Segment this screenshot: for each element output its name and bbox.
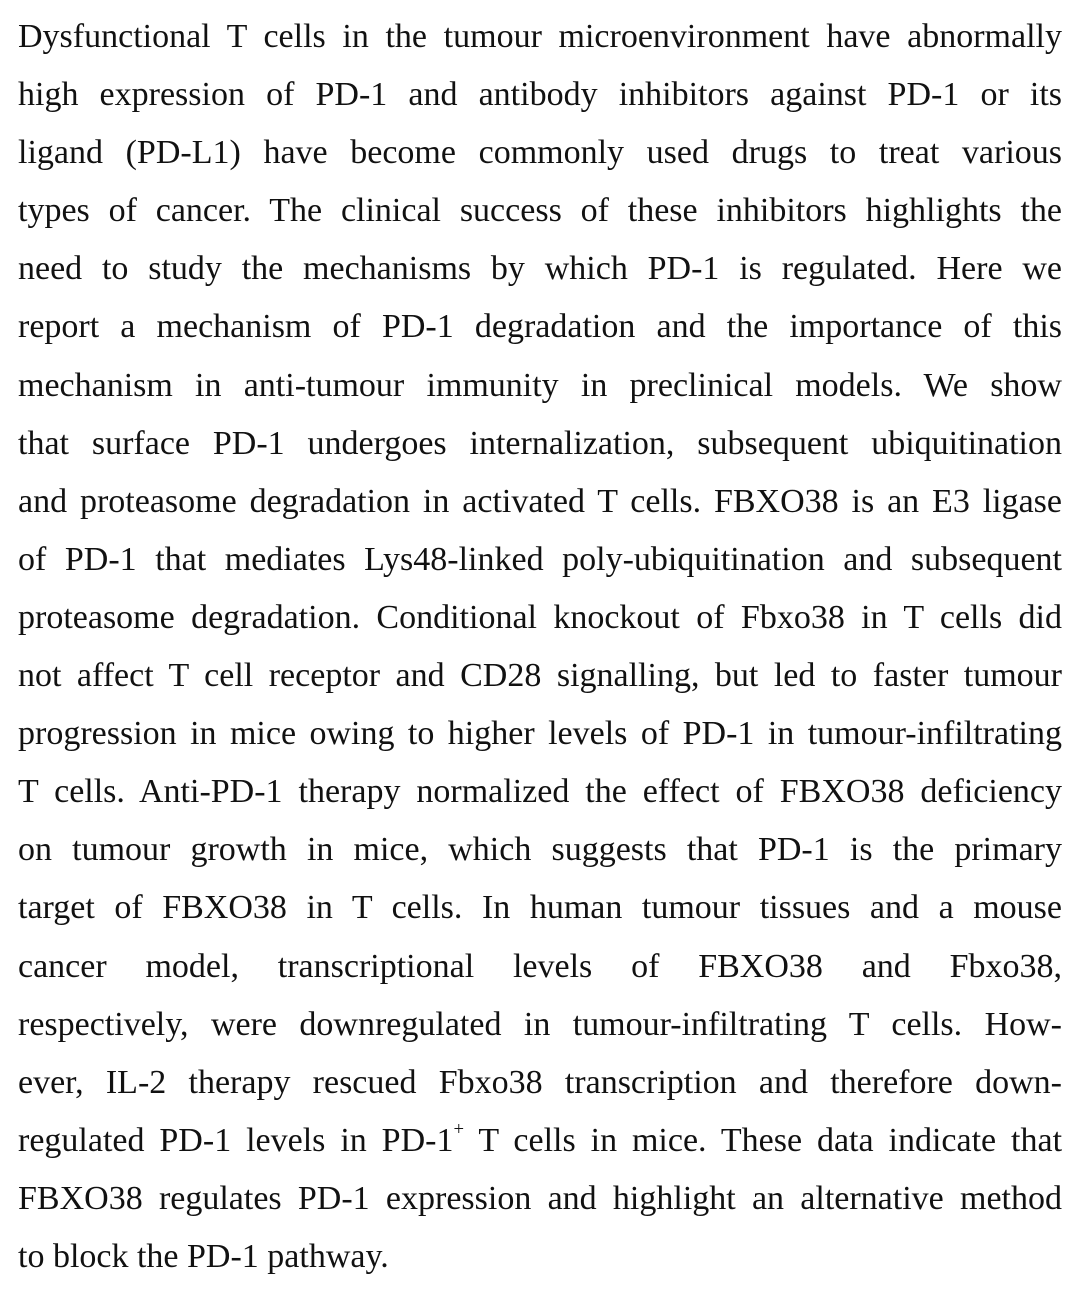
text-line: ligand (PD-L1) have become commonly used drugs to treat various — [18, 134, 1062, 172]
text-line: report a mechanism of PD-1 degradation and the importance of this — [18, 308, 1062, 346]
text-line: on tumour growth in mice, which suggests that PD-1 is the primary — [18, 831, 1062, 869]
text-line: of PD-1 that mediates Lys48-linked poly-ubiquitination and subsequent — [18, 540, 1062, 578]
text-line: proteasome degradation. Conditional knockout of Fbxo38 in T cells did — [18, 598, 1062, 636]
text-line: respectively, were downregulated in tumour-infiltrating T cells. How- — [18, 1005, 1062, 1043]
text-segment: T cells in mice. These data indicate that — [464, 1121, 1063, 1159]
text-line: Dysfunctional T cells in the tumour microenvironment have abnormally — [18, 18, 1062, 55]
text-line: T cells. Anti-PD-1 therapy normalized the effect of FBXO38 deficiency — [18, 773, 1062, 811]
text-line: ever, IL-2 therapy rescued Fbxo38 transcription and therefore down- — [18, 1063, 1062, 1101]
text-line: target of FBXO38 in T cells. In human tumour tissues and a mouse — [18, 889, 1062, 927]
text-line: FBXO38 regulates PD-1 expression and highlight an alternative method — [18, 1179, 1062, 1217]
text-line: high expression of PD-1 and antibody inhibitors against PD-1 or its — [18, 76, 1062, 114]
text-line-last: to block the PD-1 pathway. — [18, 1237, 389, 1275]
text-segment: regulated PD-1 levels in PD-1 — [18, 1121, 454, 1159]
superscript-plus: + — [453, 1118, 465, 1140]
text-line: that surface PD-1 undergoes internalization, subsequent ubiquitination — [18, 424, 1062, 462]
text-line: types of cancer. The clinical success of these inhibitors highlights the — [18, 192, 1062, 230]
text-line: progression in mice owing to higher levels of PD-1 in tumour-infiltrating — [18, 715, 1062, 753]
text-line-with-superscript — [18, 1112, 1062, 1170]
abstract-paragraph — [18, 8, 1062, 1286]
text-line: and proteasome degradation in activated T cells. FBXO38 is an E3 ligase — [18, 482, 1062, 520]
text-line: need to study the mechanisms by which PD-1 is regulated. Here we — [18, 250, 1062, 288]
text-line: not affect T cell receptor and CD28 signalling, but led to faster tumour — [18, 657, 1062, 695]
text-line: mechanism in anti-tumour immunity in preclinical models. We show — [18, 366, 1062, 404]
text-line: cancer model, transcriptional levels of FBXO38 and Fbxo38, — [18, 947, 1062, 985]
